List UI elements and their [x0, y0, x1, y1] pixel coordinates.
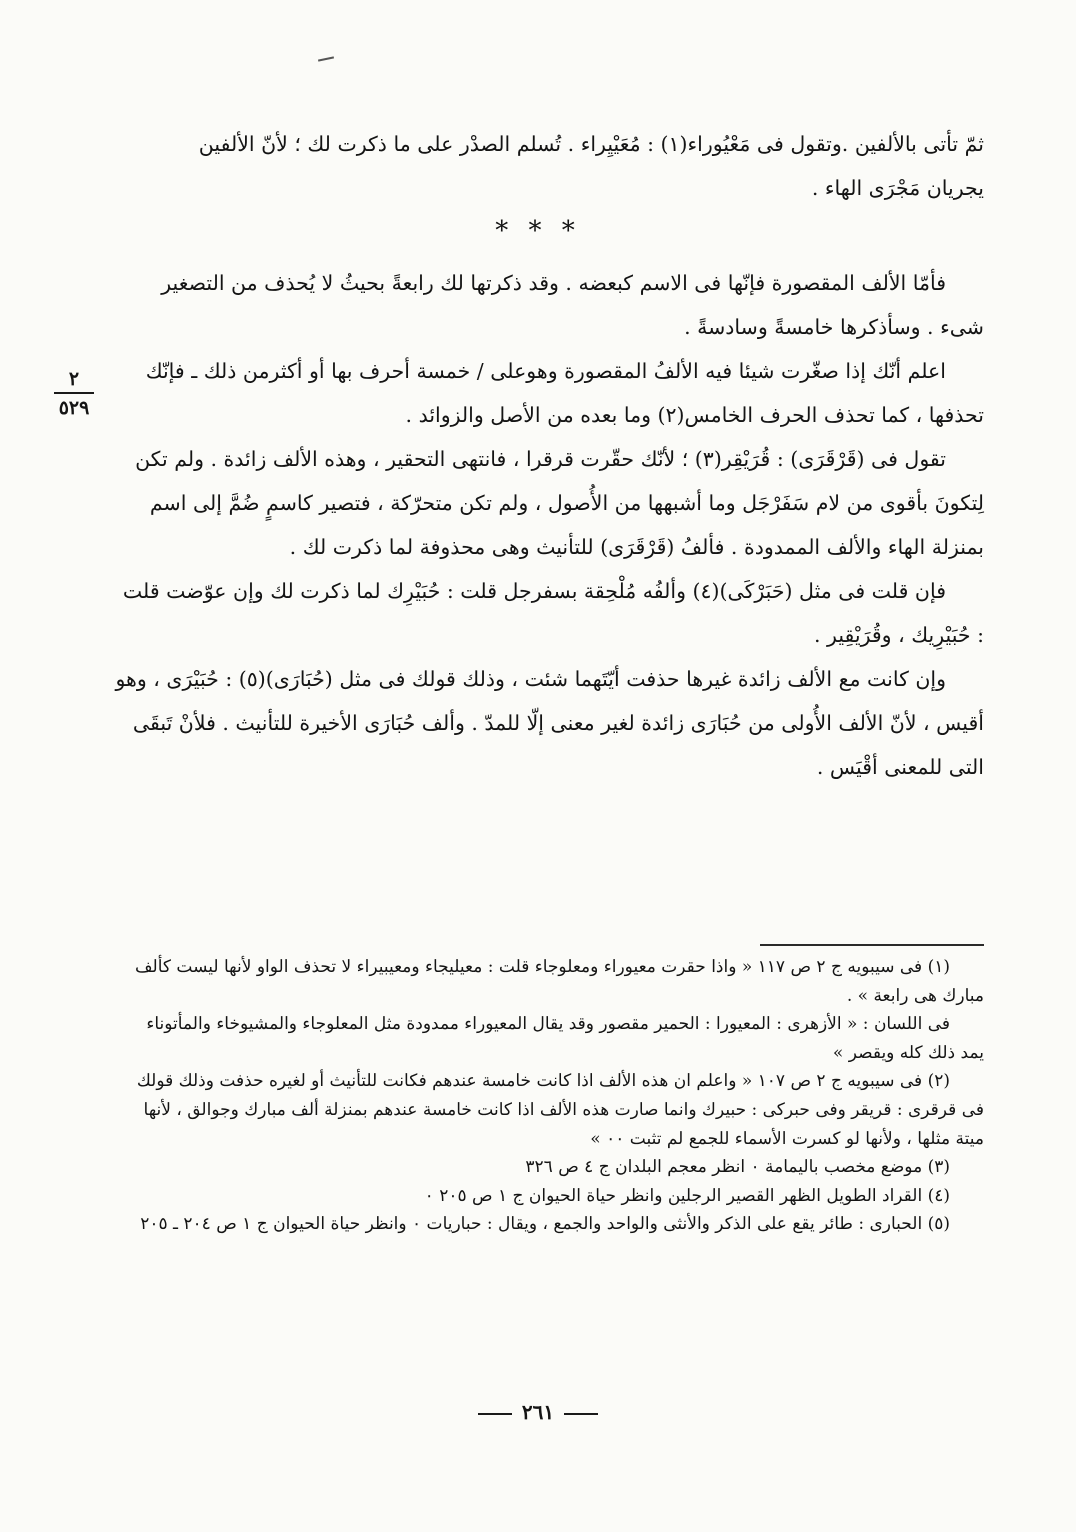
footnote: فى اللسان : « الأزهرى : المعيورا : الحمير مقصور وقد يقال المعيوراء ممدودة مثل المعلوجاء والمشيوخاء والمأتوناء يمد ذلك كله ويقصر » [146, 1014, 984, 1063]
intro-block [112, 122, 984, 210]
page-number [0, 1400, 1076, 1424]
intro-line: يجريان مَجْرَى الهاء . [811, 176, 984, 200]
main-text [112, 261, 984, 789]
margin-reference-page: ٥٢٩ [58, 397, 90, 419]
margin-page-reference [46, 368, 102, 419]
footnote: (٤) القراد الطويل الظهر القصير الرجلين وانظر حياة الحيوان ج ١ ص ٢٠٥ ٠ [424, 1185, 950, 1206]
paragraph: وإن كانت مع الألف زائدة غيرها حذفت أيّتَهما شئت ، وذلك قولك فى مثل (حُبَارَى)(٥) : حُبَيْرَى ، وهو أقيس ، لأنّ الألف الأُولى من حُبَارَى زائدة لغير معنى إلّا للمدّ . وألف حُبَارَى الأخيرة للتأنيث . فلأنْ تَبقَى التى للمعنى أقْيَس . [115, 667, 984, 779]
page-number-value: ٢٦١ [521, 1400, 555, 1424]
paragraph: تقول فى (قَرْقَرَى) : قُرَيْقِر(٣) ؛ لأنّك حقّرت قرقرا ، فانتهى التحقير ، وهذه الألف زائدة . ولم تكن لِتكونَ بأقوى من لام سَفَرْجَل وما أشبهها من الأُصول ، ولم تكن متحرّكة ، فتصير كاسمٍ ضُمَّ إلى اسم بمنزلة الهاء والألف الممدودة . فألفُ (قَرْقَرَى) للتأنيث وهى محذوفة لما ذكرت لك . [135, 447, 984, 559]
paragraph: اعلم أنّك إذا صغّرت شيئا فيه الألفُ المقصورة وهوعلى / خمسة أحرف بها أو أكثرمن ذلك ـ فإنّك تحذفها ، كما تحذف الحرف الخامس(٢) وما بعده من الأصل والزوائد . [145, 359, 984, 427]
footnote: (٥) الحبارى : طائر يقع على الذكر والأنثى والواحد والجمع ، ويقال : حباريات ٠ وانظر حياة الحيوان ج ١ ص ٢٠٤ ـ ٢٠٥ [140, 1214, 950, 1235]
folio-dash [478, 1413, 512, 1415]
intro-line: ثمّ تأتى بالألفين .وتقول فى مَعْيُوراء(١) : مُعَيْيِراء . تُسلم الصدْر على ما ذكرت لك ؛ لأنّ الألفين [198, 132, 984, 156]
margin-reference-rule [54, 392, 94, 394]
footnote: (٣) موضع مخصب باليمامة ٠ انظر معجم البلدان ج ٤ ص ٣٢٦ [525, 1157, 950, 1178]
footnote-divider [760, 944, 984, 946]
paragraph: فإن قلت فى مثل (حَبَرْكَى)(٤) وألفُه مُلْحِقة بسفرجل قلت : حُبَيْرِك لما ذكرت لك وإن عوّضت قلت : حُبَيْرِيك ، وقُرَيْقِير . [122, 579, 984, 647]
paragraph: فأمّا الألف المقصورة فإنّها فى الاسم كبعضه . وقد ذكرتها لك رابعةً بحيثُ لا يُحذف من التصغير شىء . وسأذكرها خامسةً وسادسةً . [161, 271, 984, 339]
section-separator: * * * [495, 216, 581, 246]
margin-reference-volume: ٢ [68, 368, 80, 390]
footnotes [118, 953, 984, 1239]
scan-mark [318, 56, 334, 61]
folio-dash [564, 1413, 598, 1415]
footnote: (١) فى سيبويه ج ٢ ص ١١٧ « واذا حقرت معيوراء ومعلوجاء قلت : معيليجاء ومعيبيراء لا تحذف الواو لأنها ليست كألف مبارك هى رابعة » . [134, 957, 984, 1006]
footnote: (٢) فى سيبويه ج ٢ ص ١٠٧ « واعلم ان هذه الألف اذا كانت خامسة عندهم فكانت للتأنيث أو لغيره حذفت وذلك قولك فى قرقرى : قريقر وفى حبركى : حبيرك وانما صارت هذه الألف اذا كانت خامسة عندهم بمنزلة ألف مبارك وجوالق ، لأنها ميتة مثلها ، ولأنها لو كسرت الأسماء للجمع لم تثبت ٠٠ » [136, 1071, 984, 1149]
